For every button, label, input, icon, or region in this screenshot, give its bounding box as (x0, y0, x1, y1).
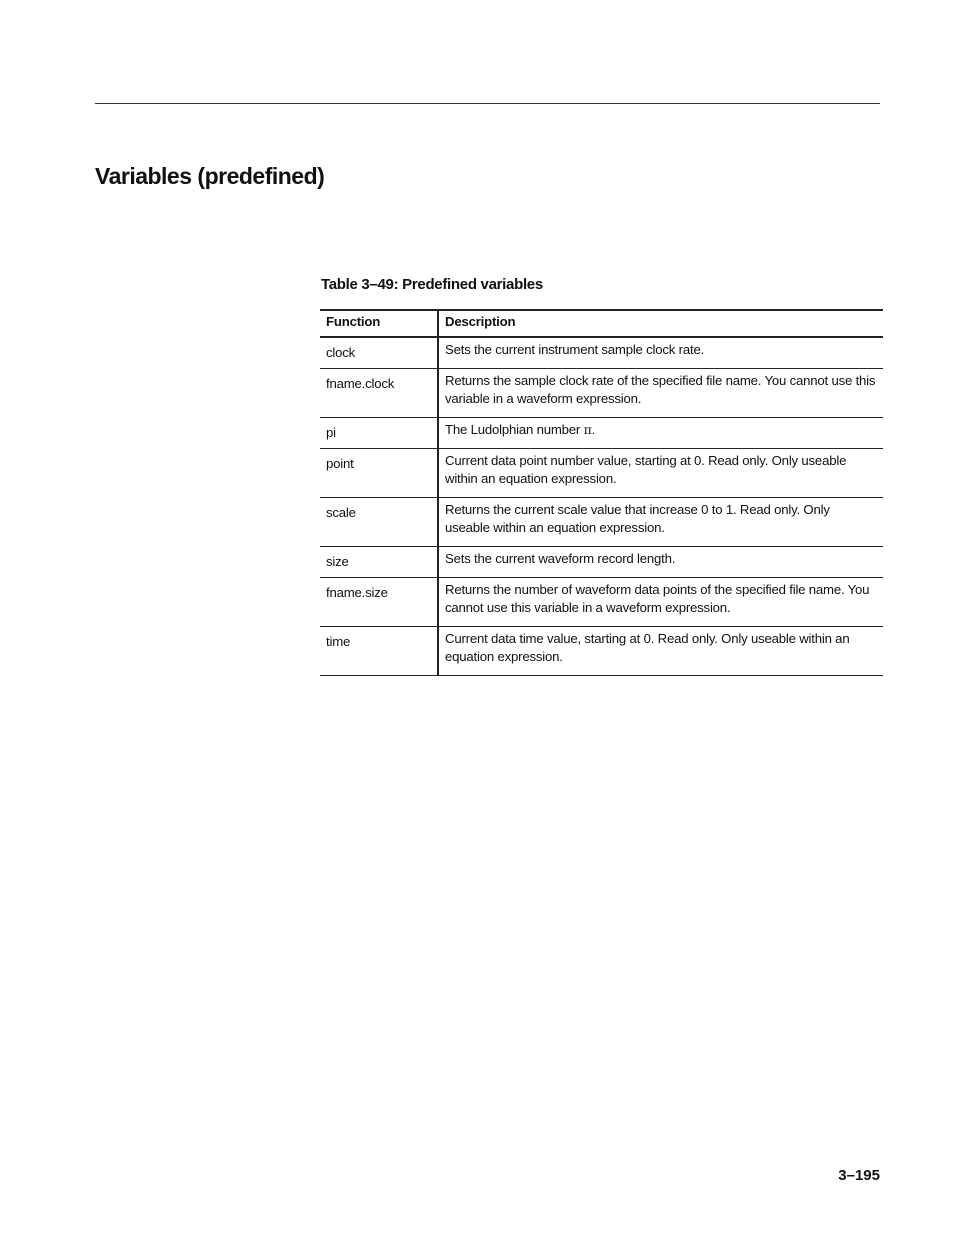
page-number: 3–195 (838, 1167, 880, 1184)
description-cell: The Ludolphian number π. (438, 418, 883, 449)
table-row (320, 449, 883, 498)
header-rule (95, 103, 880, 104)
function-cell: fname.size (320, 578, 438, 627)
function-cell: pi (320, 418, 438, 449)
page-title: Variables (predefined) (95, 163, 325, 189)
table-row (320, 418, 883, 449)
description-cell: Current data time value, starting at 0. Read only. Only useable within an equation expression. (438, 627, 883, 676)
function-cell: time (320, 627, 438, 676)
description-cell: Returns the current scale value that increase 0 to 1. Read only. Only useable within an equation expression. (438, 498, 883, 547)
description-cell: Sets the current waveform record length. (438, 547, 883, 578)
table-caption: Table 3–49: Predefined variables (321, 276, 543, 293)
table-row (320, 498, 883, 547)
table-row (320, 627, 883, 676)
function-cell: clock (320, 337, 438, 369)
function-cell: scale (320, 498, 438, 547)
function-cell: point (320, 449, 438, 498)
description-cell: Sets the current instrument sample clock rate. (438, 337, 883, 369)
column-header-function: Function (320, 310, 438, 337)
function-cell: fname.clock (320, 369, 438, 418)
predefined-variables-table (320, 309, 883, 676)
table-header-row (320, 310, 883, 337)
function-cell: size (320, 547, 438, 578)
description-cell: Current data point number value, starting at 0. Read only. Only useable within an equation expression. (438, 449, 883, 498)
pi-symbol: π (583, 422, 592, 437)
description-cell: Returns the sample clock rate of the specified file name. You cannot use this variable in a waveform expression. (438, 369, 883, 418)
table-row (320, 547, 883, 578)
table-row (320, 337, 883, 369)
description-cell: Returns the number of waveform data points of the specified file name. You cannot use this variable in a waveform expression. (438, 578, 883, 627)
table-row (320, 369, 883, 418)
column-header-description: Description (438, 310, 883, 337)
table-row (320, 578, 883, 627)
